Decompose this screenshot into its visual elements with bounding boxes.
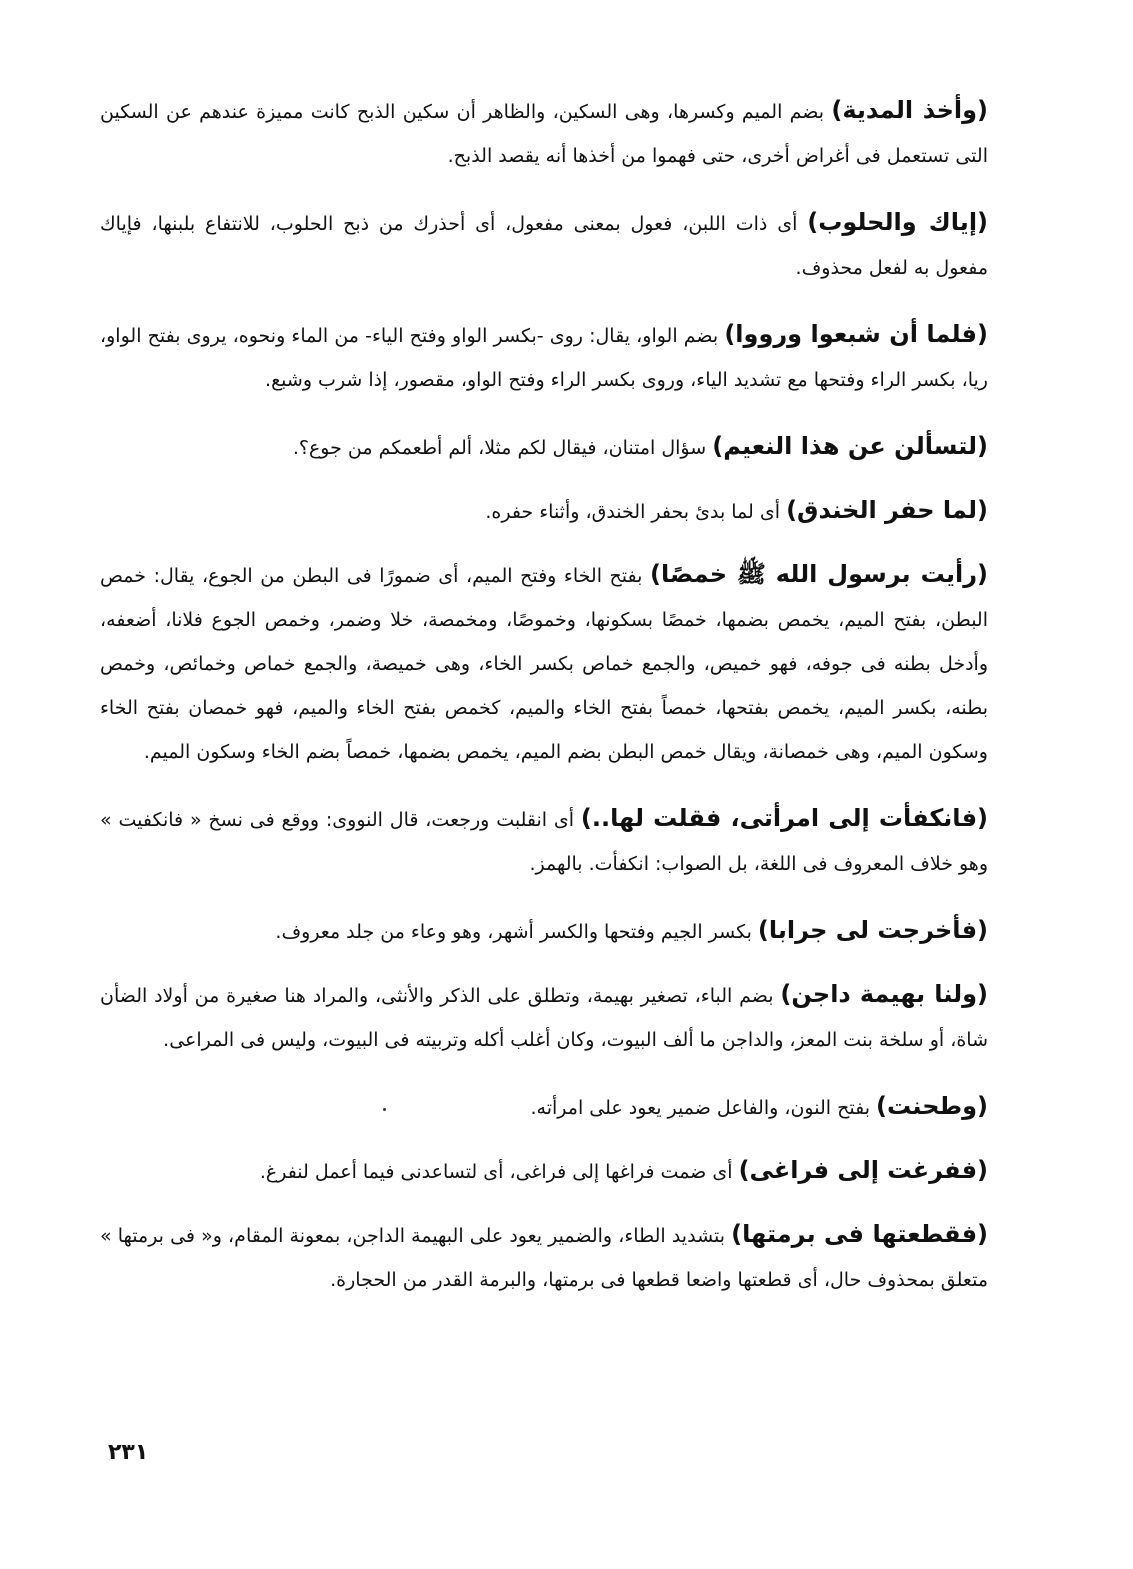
entry-term: (فانكفأت إلى امرأتى، فقلت لها..) bbox=[580, 804, 988, 832]
entry-9 bbox=[100, 1084, 988, 1130]
entry-4 bbox=[100, 488, 988, 534]
entry-text: سؤال امتنان، فيقال لكم مثلا، ألم أطعمكم من جوع؟. bbox=[292, 437, 707, 459]
entry-11 bbox=[100, 1212, 988, 1302]
entry-text: أى لما بدئ بحفر الخندق، وأثناء حفره. bbox=[485, 501, 781, 523]
entry-text: أى ذات اللبن، فعول بمعنى مفعول، أى أحذرك من ذبح الحلوب، للانتفاع بلبنها، فإياك مفعول به لفعل محذوف. bbox=[100, 213, 988, 279]
entry-term: (لما حفر الخندق) bbox=[786, 496, 988, 524]
entry-term: (فأخرجت لى جرابا) bbox=[757, 916, 988, 944]
scan-speck bbox=[383, 1108, 386, 1111]
entry-1 bbox=[100, 200, 988, 290]
entry-term: (فقطعتها فى برمتها) bbox=[731, 1220, 988, 1248]
entry-term: (ولنا بهيمة داجن) bbox=[780, 980, 989, 1008]
entry-text: بفتح الخاء وفتح الميم، أى ضمورًا فى البطن من الجوع، يقال: خمص البطن، بفتح الميم، يخمص بضمها، خمصًا بسكونها، وخموصًا، ومخمصة، خلا وضمر، وخمص الجوع فلانا، أضعفه، وأدخل بطنه فى جوفه، فهو خميص، والجمع خماص بكسر الخاء، وهى خميصة، والجمع خماص وخمائص، وخمص بطنه، بكسر الميم، يخمص بفتحها، خمصاً بفتح الخاء والميم، كخمص بفتح الخاء والميم، فهو خمصان بفتح الخاء وسكون الميم، وهى خمصانة، ويقال خمص البطن بضم الميم، يخمص بضمها، خمصاً بضم الخاء وسكون الميم. bbox=[100, 565, 988, 763]
entry-text: بتشديد الطاء، والضمير يعود على البهيمة الداجن، بمعونة المقام، و« فى برمتها » متعلق بمحذوف حال، أى قطعتها واضعا قطعها فى برمتها، والبرمة القدر من الحجارة. bbox=[100, 1225, 988, 1291]
entry-term: (ففرغت إلى فراغى) bbox=[738, 1156, 988, 1184]
entry-text: بضم الواو، يقال: روى -بكسر الواو وفتح الياء- من الماء ونحوه، يروى بفتح الواو، ريا، بكسر الراء وفتحها مع تشديد الياء، وروى بكسر الراء وفتح الواو، مقصور، إذا شرب وشبع. bbox=[100, 325, 988, 391]
page-body bbox=[100, 88, 988, 1324]
entry-term: (رأيت برسول الله ﷺ خمصًا) bbox=[650, 560, 988, 588]
entry-term: (لتسألن عن هذا النعيم) bbox=[712, 432, 988, 460]
entry-10 bbox=[100, 1148, 988, 1194]
entry-2 bbox=[100, 312, 988, 402]
entry-text: بكسر الجيم وفتحها والكسر أشهر، وهو وعاء من جلد معروف. bbox=[275, 921, 752, 943]
entry-term: (وأخذ المدية) bbox=[831, 96, 988, 124]
entry-text: أى ضمت فراغها إلى فراغى، أى لتساعدنى فيما أعمل لنفرغ. bbox=[259, 1161, 733, 1183]
entry-0 bbox=[100, 88, 988, 178]
entry-text: بضم الباء، تصغير بهيمة، وتطلق على الذكر والأنثى، والمراد هنا صغيرة من أولاد الضأن شاة، أو سلخة بنت المعز، والداجن ما ألف البيوت، وكان أغلب أكله وتربيته فى البيوت، وليس فى المراعى. bbox=[100, 985, 988, 1051]
entry-7 bbox=[100, 908, 988, 954]
page-number: ٢٣١ bbox=[108, 1440, 149, 1465]
entry-text: بضم الميم وكسرها، وهى السكين، والظاهر أن سكين الذبح كانت مميزة عندهم عن السكين التى تستعمل فى أغراض أخرى، حتى فهموا من أخذها أنه يقصد الذبح. bbox=[100, 101, 988, 167]
entry-text: أى انقلبت ورجعت، قال النووى: ووقع فى نسخ « فانكفيت » وهو خلاف المعروف فى اللغة، بل الصواب: انكفأت. بالهمز. bbox=[100, 809, 988, 875]
entry-text: بفتح النون، والفاعل ضمير يعود على امرأته. bbox=[530, 1097, 870, 1119]
entry-8 bbox=[100, 972, 988, 1062]
entry-3 bbox=[100, 424, 988, 470]
entry-term: (فلما أن شبعوا ورووا) bbox=[724, 320, 988, 348]
entry-term: (إياك والحلوب) bbox=[807, 208, 989, 236]
entry-term: (وطحنت) bbox=[876, 1092, 988, 1120]
entry-5 bbox=[100, 552, 988, 774]
entry-6 bbox=[100, 796, 988, 886]
